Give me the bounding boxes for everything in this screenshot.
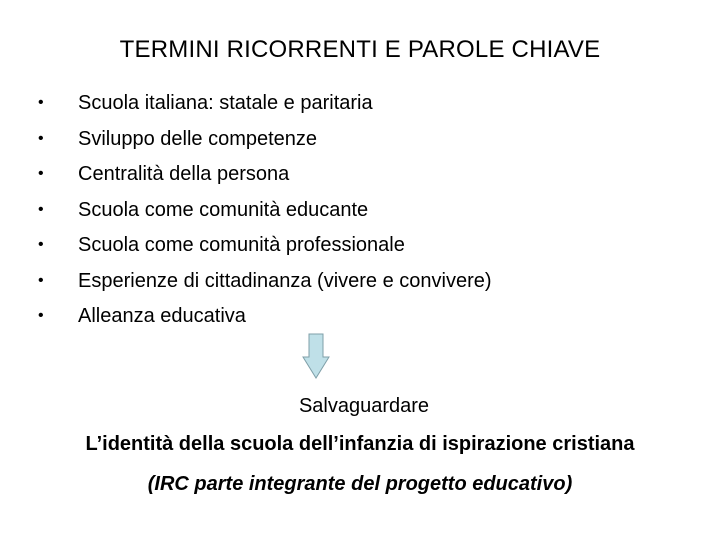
bullet-text: Sviluppo delle competenze xyxy=(78,127,318,150)
list-item xyxy=(38,301,492,337)
bullet-text: Alleanza educativa xyxy=(78,305,246,327)
list-item xyxy=(38,266,492,302)
bullet-icon: • xyxy=(38,200,44,218)
bullet-text: Scuola come comunità educante xyxy=(78,198,369,221)
irc-note: (IRC parte integrante del progetto educativo) xyxy=(147,473,573,495)
list-item xyxy=(38,159,492,195)
list-item xyxy=(38,230,492,266)
bullet-text: Esperienze di cittadinanza (vivere e convivere) xyxy=(78,269,492,292)
identita-heading: L’identità della scuola dell’infanzia di ispirazione cristiana xyxy=(85,433,635,455)
bullet-icon: • xyxy=(38,129,44,147)
bullet-icon: • xyxy=(38,94,44,111)
slide-title: TERMINI RICORRENTI E PAROLE CHIAVE xyxy=(119,36,601,63)
bullet-icon: • xyxy=(38,307,44,324)
bullet-icon: • xyxy=(38,165,44,182)
list-item xyxy=(38,88,492,124)
bullet-icon: • xyxy=(38,236,44,253)
bullet-list xyxy=(38,88,492,337)
list-item xyxy=(38,124,492,160)
bullet-icon: • xyxy=(38,271,44,289)
down-arrow-icon xyxy=(302,333,330,379)
bullet-text: Scuola come comunità professionale xyxy=(78,234,405,256)
bullet-text: Scuola italiana: statale e paritaria xyxy=(78,92,373,114)
salvaguardare-text: Salvaguardare xyxy=(298,395,430,417)
bullet-text: Centralità della persona xyxy=(78,163,290,185)
list-item xyxy=(38,195,492,231)
